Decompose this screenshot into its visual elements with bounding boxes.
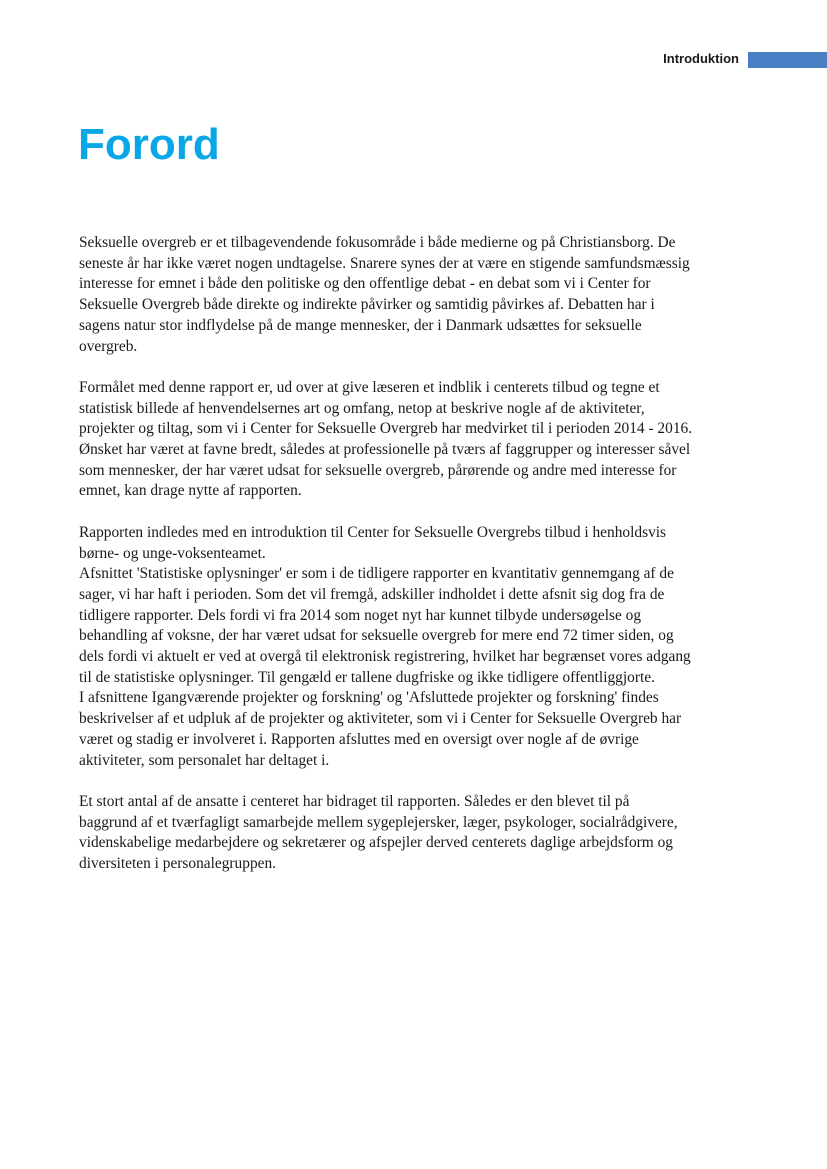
text-line: sager, vi har haft i perioden. Som det vil fremgå, adskiller indholdet i dette afsnit sig dog fra de bbox=[79, 585, 665, 603]
text-line: Rapporten indledes med en introduktion til Center for Seksuelle Overgrebs tilbud i henholdsvis bbox=[79, 523, 667, 541]
text-line: Ønsket har været at favne bredt, således at professionelle på tværs af faggrupper og interesser såvel bbox=[79, 441, 691, 459]
paragraph bbox=[79, 378, 751, 502]
text-line: seneste år har ikke været nogen undtagelse. Snarere synes der at være en stigende samfundsmæssig bbox=[79, 254, 690, 272]
text-line: Formålet med denne rapport er, ud over at give læseren et indblik i centerets tilbud og tegne et bbox=[79, 378, 660, 396]
text-line: diversiteten i personalegruppen. bbox=[79, 855, 277, 873]
text-line: som mennesker, der har været udsat for seksuelle overgreb, pårørende og andre med interesse for bbox=[79, 461, 677, 479]
section-label: Introduktion bbox=[663, 51, 739, 66]
text-line: til de statistiske oplysninger. Til gengæld er tallene dugfriske og ikke tidligere offentliggjorte. bbox=[79, 668, 655, 686]
body-text bbox=[79, 233, 751, 875]
text-line: statistisk billede af henvendelsernes art og omfang, netop at beskrive nogle af de aktiviteter, bbox=[79, 399, 645, 417]
text-line: Et stort antal af de ansatte i centeret har bidraget til rapporten. Således er den blevet til på bbox=[79, 792, 630, 810]
paragraph bbox=[79, 523, 751, 771]
text-line: projekter og tiltag, som vi i Center for Seksuelle Overgreb har medvirket til i perioden 2014 - 2016. bbox=[79, 420, 693, 438]
text-line: tidligere rapporter. Dels fordi vi fra 2014 som noget nyt har kunnet tilbyde undersøgelse og bbox=[79, 606, 642, 624]
text-line: Seksuelle Overgreb både direkte og indirekte påvirker og samtidig påvirkes af. Debatten har i bbox=[79, 296, 655, 314]
text-line: baggrund af et tværfagligt samarbejde mellem sygeplejersker, læger, psykologer, socialrådgivere, bbox=[79, 813, 678, 831]
text-line: børne- og unge-voksenteamet. bbox=[79, 544, 266, 562]
section-accent-bar bbox=[748, 52, 827, 68]
text-line: aktiviteter, som personalet har deltaget i. bbox=[79, 751, 330, 769]
paragraph bbox=[79, 792, 751, 875]
text-line: været og stadig er involveret i. Rapporten afsluttes med en oversigt over nogle af de øvrige bbox=[79, 730, 639, 748]
page-title: Forord bbox=[78, 120, 220, 169]
text-line: emnet, kan drage nytte af rapporten. bbox=[79, 482, 302, 500]
text-line: Afsnittet 'Statistiske oplysninger' er som i de tidligere rapporter en kvantitativ gennemgang af de bbox=[79, 565, 674, 583]
text-line: overgreb. bbox=[79, 337, 138, 355]
text-line: sagens natur stor indflydelse på de mange mennesker, der i Danmark udsættes for seksuelle bbox=[79, 316, 642, 334]
text-line: beskrivelser af et udpluk af de projekter og aktiviteter, som vi i Center for Seksuelle Overgreb har bbox=[79, 710, 682, 728]
paragraph bbox=[79, 233, 751, 357]
text-line: interesse for emnet i både den politiske og den offentlige debat - en debat som vi i Center for bbox=[79, 275, 651, 293]
text-line: behandling af voksne, der har været udsat for seksuelle overgreb for mere end 72 timer siden, og bbox=[79, 627, 674, 645]
text-line: Seksuelle overgreb er et tilbagevendende fokusområde i både medierne og på Christiansborg. De bbox=[79, 234, 676, 251]
text-line: dels fordi vi aktuelt er ved at overgå til elektronisk registrering, hvilket har begrænset vores adgang bbox=[79, 648, 691, 666]
text-line: videnskabelige medarbejdere og sekretærer og afspejler derved centerets daglige arbejdsform og bbox=[79, 834, 673, 852]
text-line: I afsnittene Igangværende projekter og forskning' og 'Afsluttede projekter og forskning' findes bbox=[79, 689, 659, 707]
